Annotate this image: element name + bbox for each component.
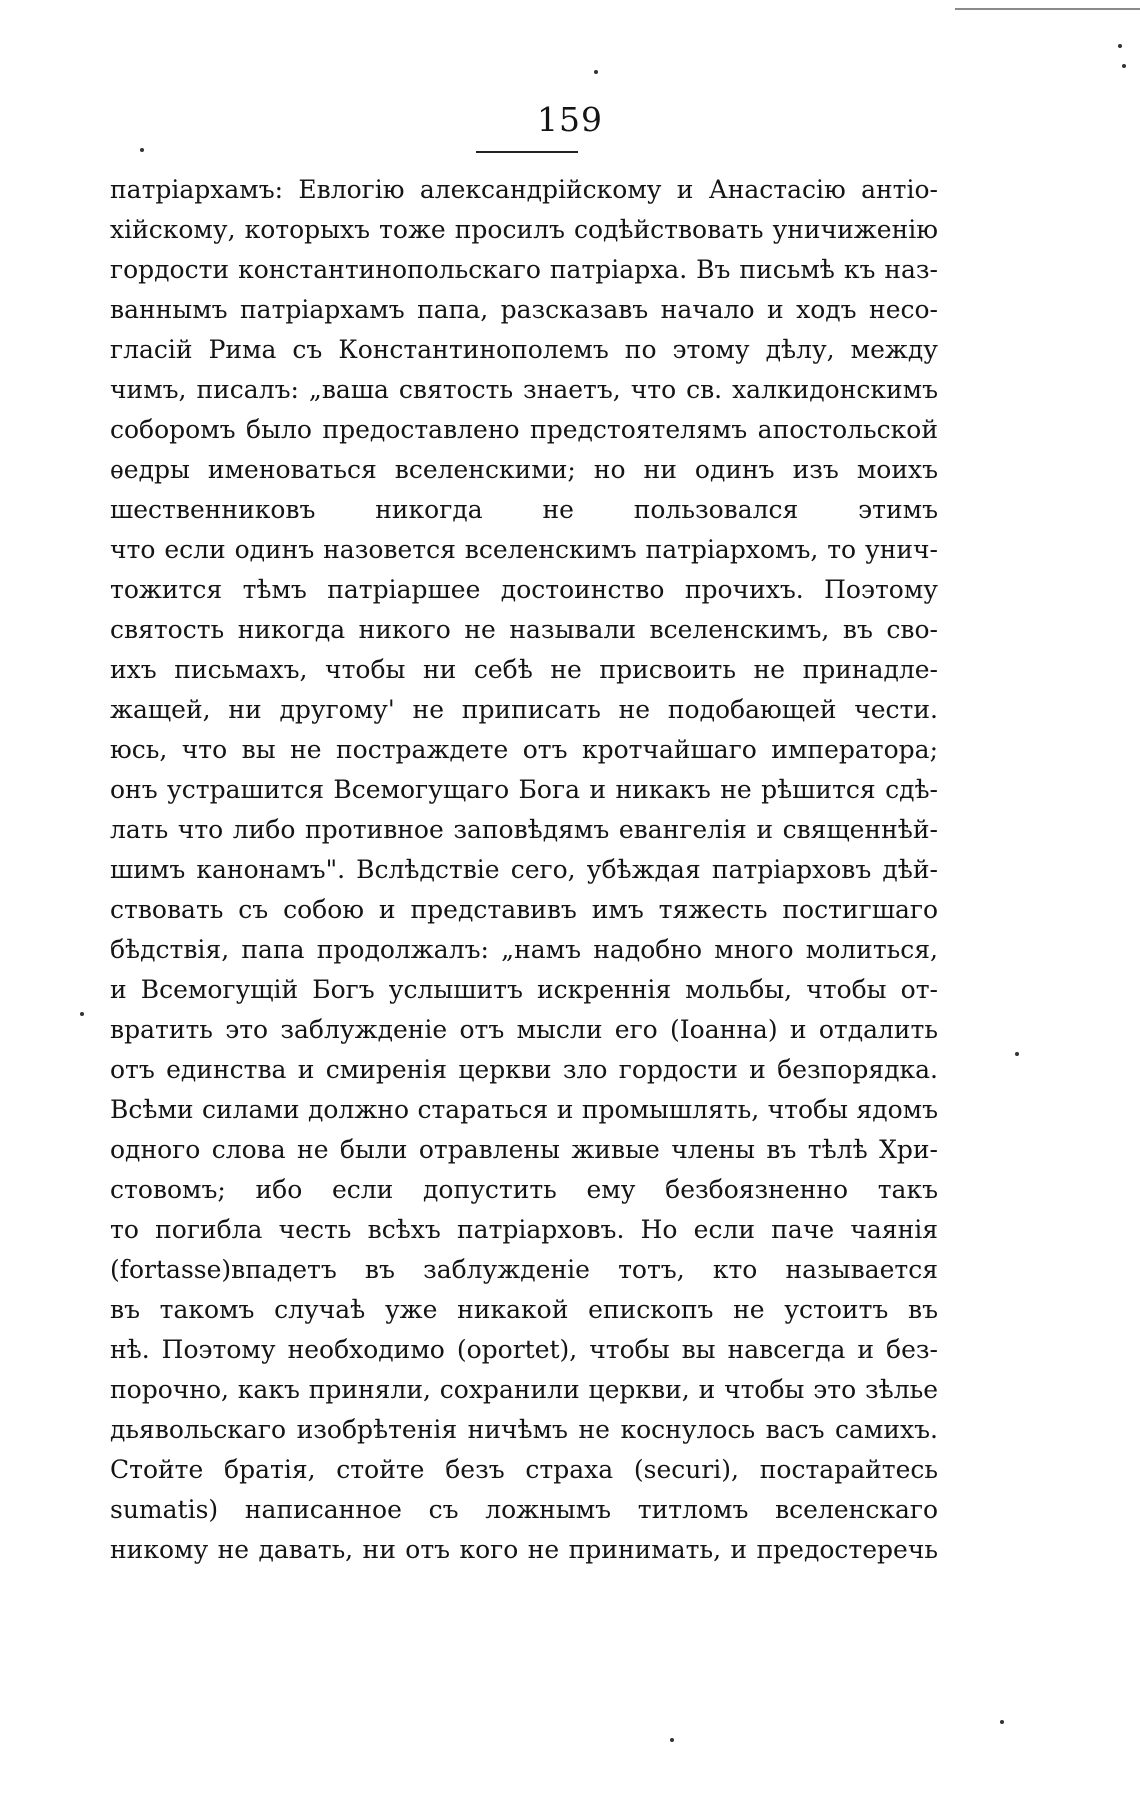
scan-speck — [1122, 64, 1126, 68]
body-text — [110, 170, 938, 1570]
scan-speck — [80, 1012, 84, 1016]
text-line: никому не давать, ни отъ кого не принимать, и предостеречь — [110, 1535, 938, 1564]
text-line: соборомъ было предоставлено предстоятелямъ апостольской — [110, 415, 938, 444]
text-line: ствовать съ собою и представивъ имъ тяжесть постигшаго — [110, 895, 938, 924]
text-line: жащей, ни другому' не приписать не подобающей чести. — [110, 695, 938, 724]
scan-speck — [1015, 1052, 1019, 1056]
page-number: 159 — [537, 100, 603, 139]
text-line: въ такомъ случаѣ уже никакой епископъ не устоитъ въ — [110, 1295, 938, 1324]
scan-speck — [1000, 1720, 1004, 1724]
text-line: ѳедры именоваться вселенскими; но ни одинъ изъ моихъ — [110, 455, 938, 484]
text-line: онъ устрашится Всемогущаго Бога и никакъ не рѣшится сдѣ- — [110, 775, 938, 804]
text-line: порочно, какъ приняли, сохранили церкви, и чтобы это зѣлье — [110, 1375, 938, 1404]
text-line: стовомъ; ибо если допустить ему безбоязненно такъ — [110, 1175, 938, 1204]
text-line: юсь, что вы не постраждете отъ кротчайшаго императора; — [110, 735, 938, 764]
text-line: Стойте братія, стойте безъ страха (securi), постарайтесь — [110, 1455, 938, 1484]
scan-speck — [140, 148, 144, 152]
text-line: святость никогда никого не называли вселенскимъ, въ сво- — [110, 615, 938, 644]
text-line: шимъ канонамъ". Вслѣдствіе сего, убѣждая патріарховъ дѣй- — [110, 855, 938, 884]
text-line: ихъ письмахъ, чтобы ни себѣ не присвоить не принадле- — [110, 655, 938, 684]
text-line: гордости константинопольскаго патріарха. Въ письмѣ къ наз- — [110, 255, 938, 284]
text-line: и Всемогущій Богъ услышитъ искреннія мольбы, чтобы от- — [110, 975, 938, 1004]
text-line: шественниковъ никогда не пользовался этимъ — [110, 495, 938, 524]
text-line: отъ единства и смиренія церкви зло гордости и безпорядка. — [110, 1055, 938, 1084]
text-line: sumatis) написанное съ ложнымъ титломъ вселенскаго — [110, 1495, 938, 1524]
scan-speck — [594, 70, 598, 74]
text-line: одного слова не были отравлены живые члены въ тѣлѣ Хри- — [110, 1135, 938, 1164]
text-line: (fortasse)впадетъ въ заблужденіе тотъ, кто называется — [110, 1255, 938, 1284]
text-line: бѣдствія, папа продолжалъ: „намъ надобно много молиться, — [110, 935, 938, 964]
scan-edge-line — [955, 8, 1140, 10]
text-line: хійскому, которыхъ тоже просилъ содѣйствовать уничиженію — [110, 215, 938, 244]
text-line: то погибла честь всѣхъ патріарховъ. Но если паче чаянія — [110, 1215, 938, 1244]
text-line: дьявольскаго изобрѣтенія ничѣмъ не коснулось васъ самихъ. — [110, 1415, 938, 1444]
text-line: тожится тѣмъ патріаршее достоинство прочихъ. Поэтому — [110, 575, 938, 604]
text-line: что если одинъ назовется вселенскимъ патріархомъ, то унич- — [110, 535, 938, 564]
text-line: нѣ. Поэтому необходимо (oportet), чтобы вы навсегда и без- — [110, 1335, 938, 1364]
text-line: чимъ, писалъ: „ваша святость знаетъ, что св. халкидонскимъ — [110, 375, 938, 404]
scan-speck — [670, 1738, 674, 1742]
page-number-underline — [476, 151, 578, 153]
scan-speck — [1118, 44, 1122, 48]
text-line: вратить это заблужденіе отъ мысли его (Іоанна) и отдалить — [110, 1015, 938, 1044]
text-line: ваннымъ патріархамъ папа, разсказавъ начало и ходъ несо- — [110, 295, 938, 324]
text-line: лать что либо противное заповѣдямъ евангелія и священнѣй- — [110, 815, 938, 844]
text-line: Всѣми силами должно стараться и промышлять, чтобы ядомъ — [110, 1095, 938, 1124]
text-line: гласій Рима съ Константинополемъ по этому дѣлу, между — [110, 335, 938, 364]
text-line: патріархамъ: Евлогію александрійскому и Анастасію антіо- — [110, 175, 938, 204]
